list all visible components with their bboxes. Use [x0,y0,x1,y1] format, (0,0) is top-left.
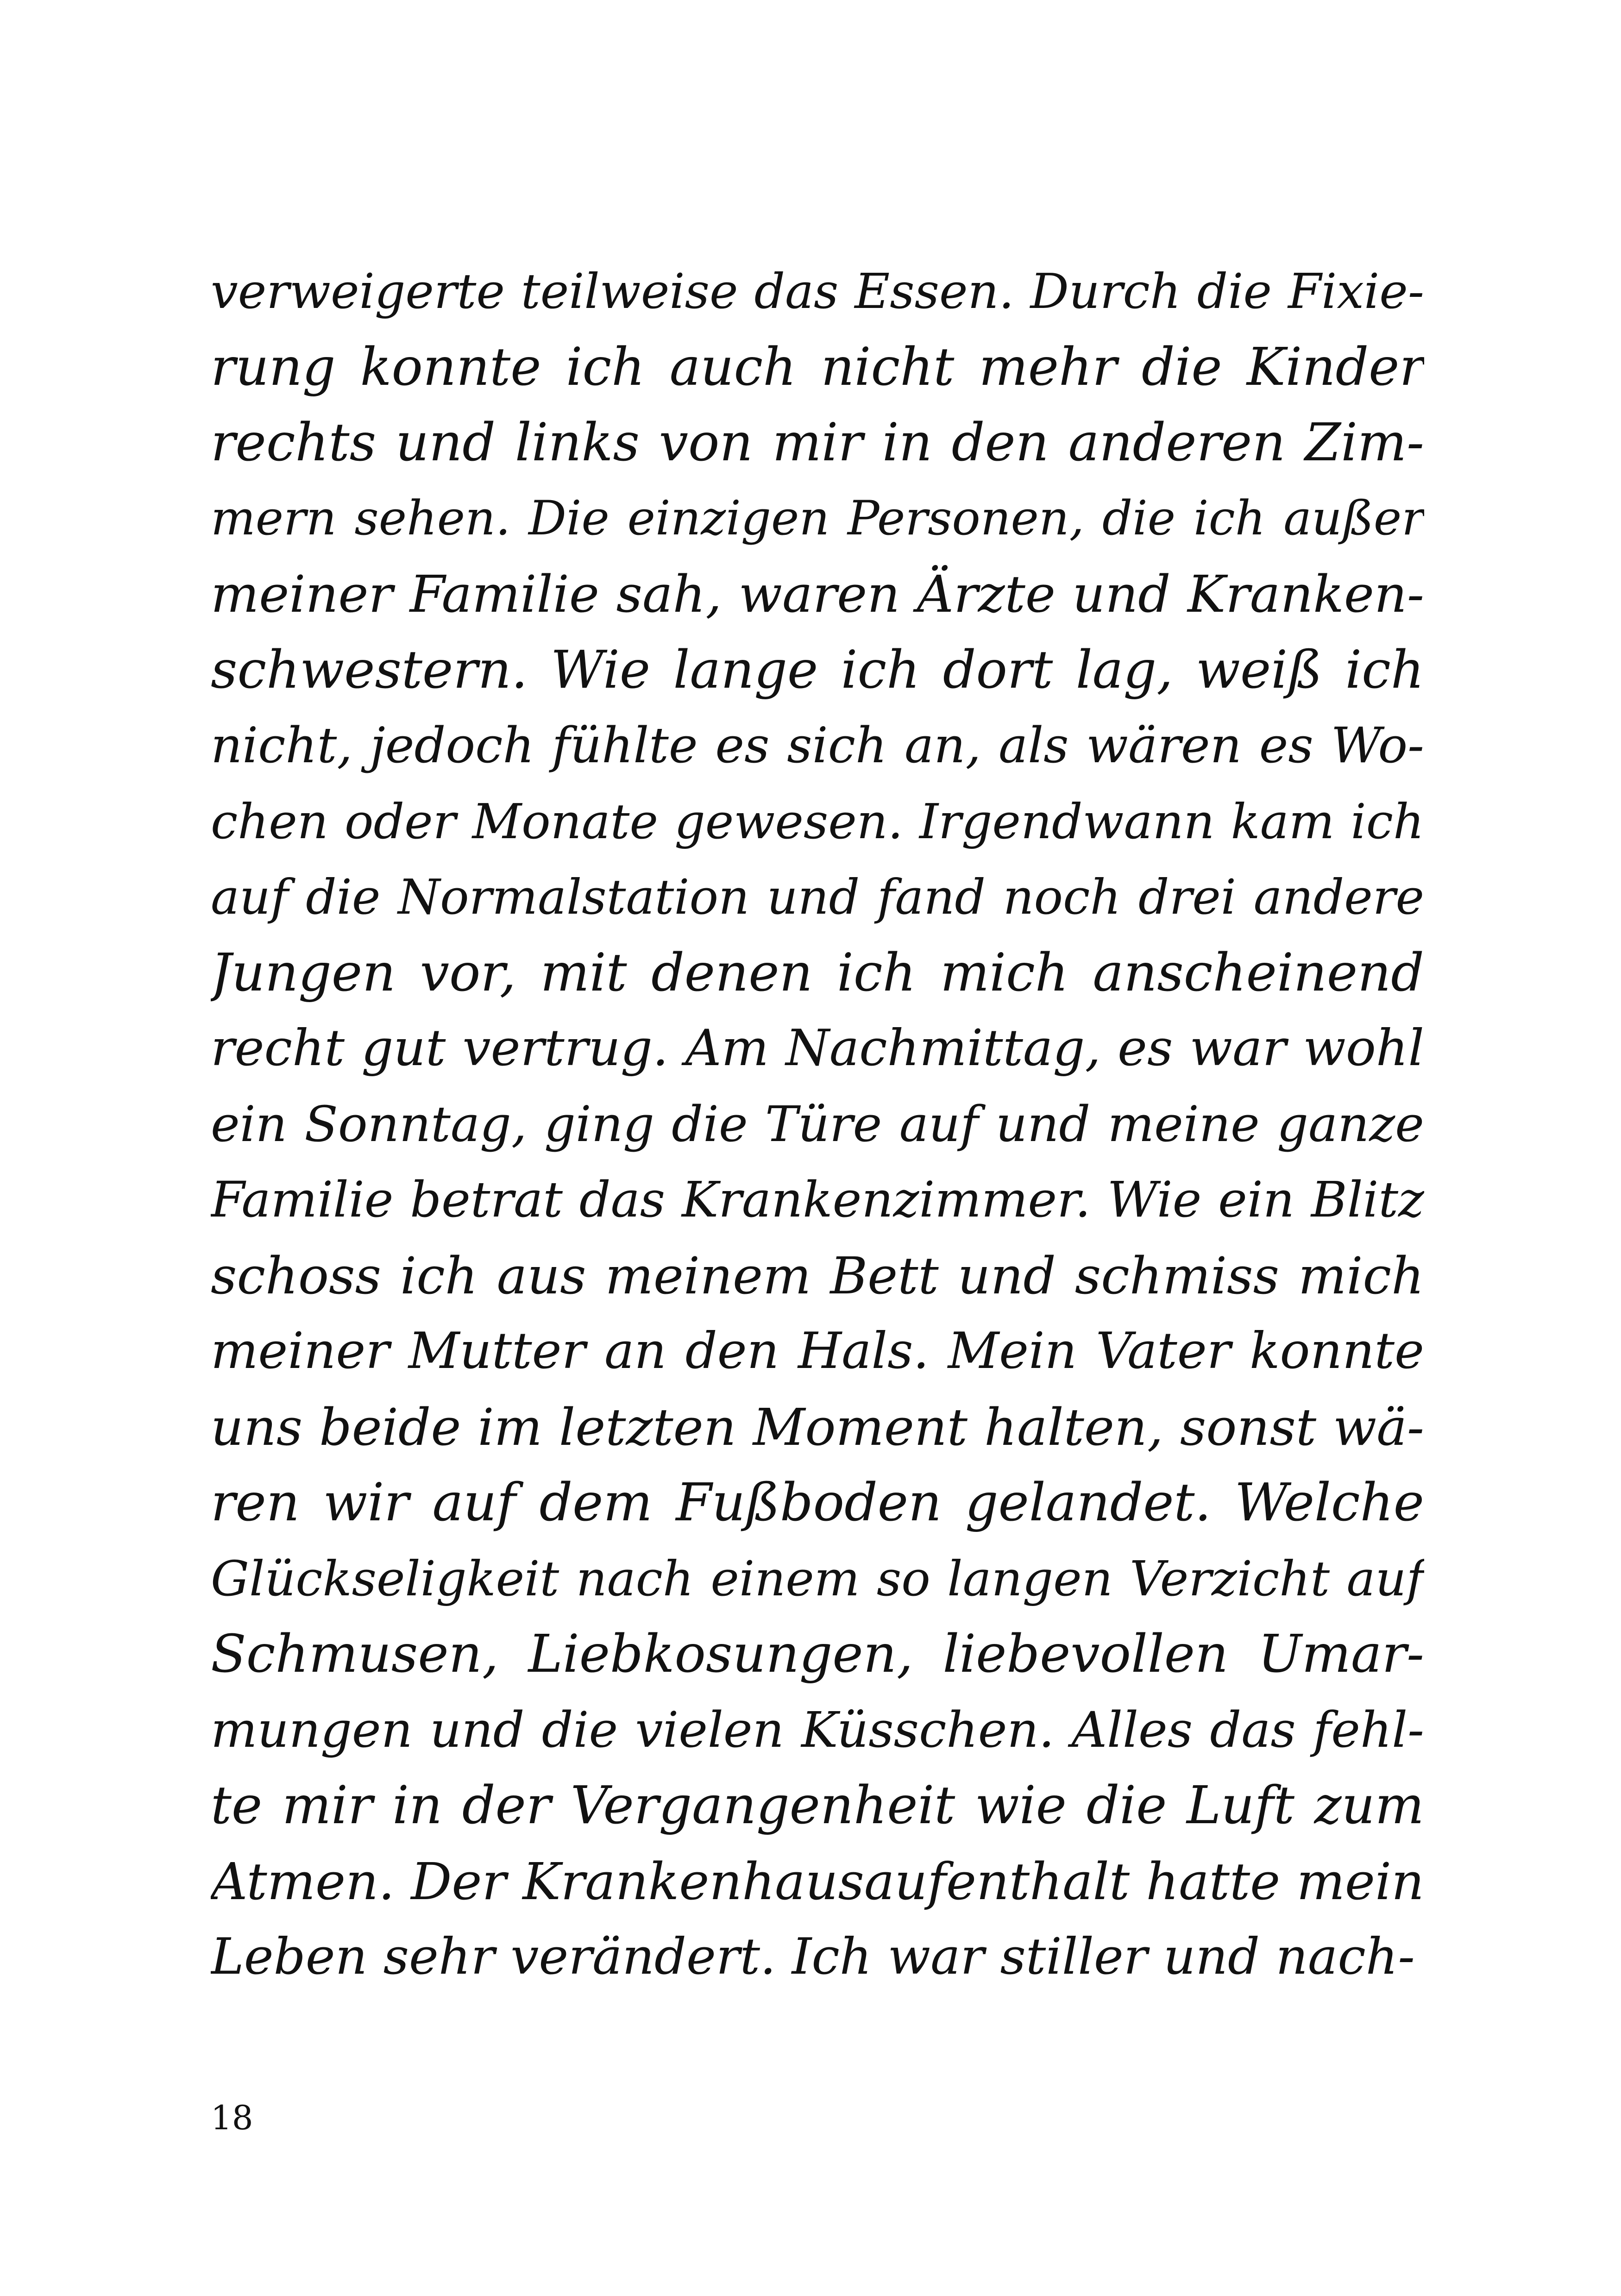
text-line: recht gut vertrug. Am Nachmittag, es war wohl [211,1019,1424,1077]
text-line: Familie betrat das Krankenzimmer. Wie ein Blitz [211,1171,1424,1228]
text-line: schwestern. Wie lange ich dort lag, weiß ich [211,640,1424,700]
text-line: Glückseligkeit nach einem so langen Verzicht auf [211,1550,1424,1607]
text-line: Jungen vor, mit denen ich mich anscheinend [211,942,1424,1003]
text-line: mungen und die vielen Küsschen. Alles das fehl- [211,1701,1424,1758]
text-line: schoss ich aus meinem Bett und schmiss mich [211,1246,1424,1305]
text-line: rechts und links von mir in den anderen Zim- [211,413,1424,473]
text-line: uns beide im letzten Moment halten, sonst wä- [211,1397,1424,1457]
text-line: rung konnte ich auch nicht mehr die Kinder [211,337,1424,397]
page-number: 18 [211,2098,253,2137]
text-line: chen oder Monate gewesen. Irgendwann kam ich [211,793,1424,850]
text-line: Atmen. Der Krankenhausaufenthalt hatte mein [211,1851,1424,1911]
text-line: mern sehen. Die einzigen Personen, die ich außer [211,490,1424,546]
text-line: nicht, jedoch fühlte es sich an, als wären es Wo- [211,717,1424,774]
text-line: verweigerte teilweise das Essen. Durch die Fixie- [211,263,1424,320]
text-line: Schmusen, Liebkosungen, liebevollen Umar- [211,1624,1424,1684]
text-line: te mir in der Vergangenheit wie die Luft zum [211,1775,1424,1836]
text-line: meiner Mutter an den Hals. Mein Vater konnte [211,1322,1424,1380]
body-text [211,248,1424,2007]
text-line: ren wir auf dem Fußboden gelandet. Welche [211,1473,1424,1533]
text-line: meiner Familie sah, waren Ärzte und Kranken- [211,565,1424,624]
text-line: auf die Normalstation und fand noch drei andere [211,869,1424,925]
text-line: Leben sehr verändert. Ich war stiller und nach- [211,1928,1415,1986]
text-line: ein Sonntag, ging die Türe auf und meine ganze [211,1095,1424,1153]
